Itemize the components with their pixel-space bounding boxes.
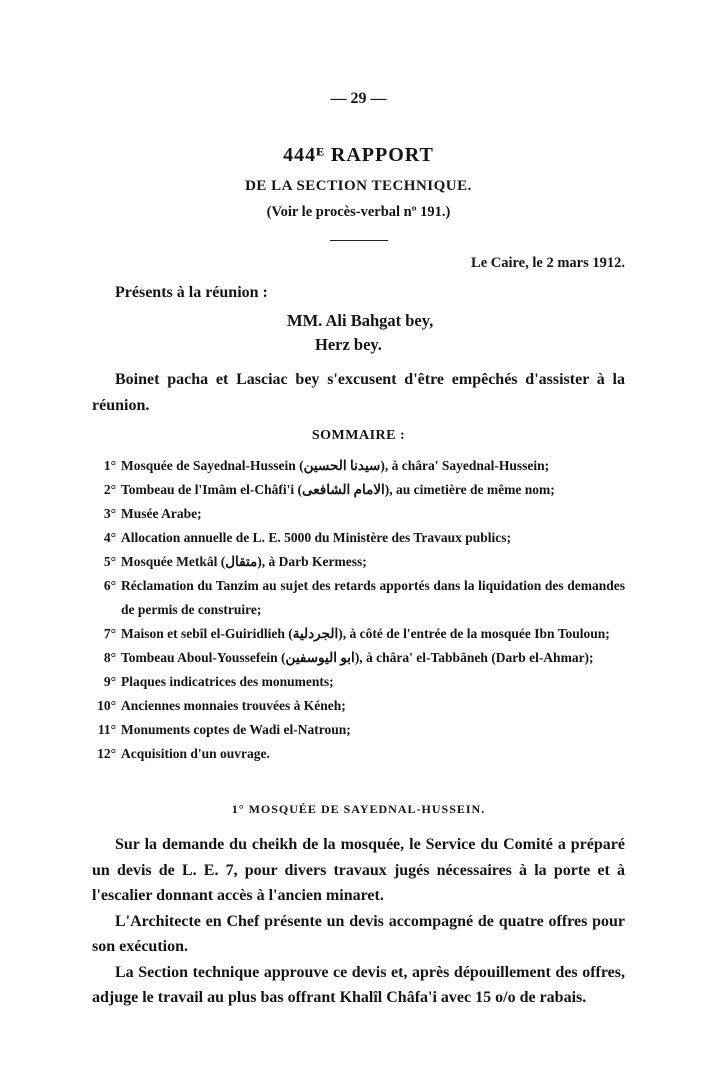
attendee: MM. Ali Bahgat bey, [287, 311, 434, 330]
summary-item-text: Maison et sebîl el-Guiridlieh (الجردلية), à côté de l'entrée de la mosquée Ibn Touloun; [121, 626, 610, 641]
summary-item-text: Anciennes monnaies trouvées à Kéneh; [121, 698, 346, 713]
summary-item-number: 10° [97, 698, 116, 713]
attendees-label: Présents à la réunion : [115, 284, 268, 301]
summary-item-text: Réclamation du Tanzim au sujet des retards apportés dans la liquidation des demandes de permis de construire; [121, 578, 625, 617]
summary-item-number: 8° [103, 650, 116, 665]
summary-item-text: Acquisition d'un ouvrage. [121, 746, 270, 761]
document-page [92, 0, 625, 1051]
summary-item [92, 454, 625, 478]
summary-item-text: Tombeau de l'Imâm el-Châfi'i (الامام الشافعى), au cimetière de même nom; [121, 482, 555, 497]
attendee: Herz bey. [315, 335, 382, 354]
paragraph: La Section technique approuve ce devis et, après dépouillement des offres, adjuge le travail au plus bas offrant Khalîl Châfa'i avec 15 o/o de rabais. [92, 963, 625, 1006]
summary-item-text: Tombeau Aboul-Youssefein (ابو اليوسفين), à châra' el-Tabbâneh (Darb el-Ahmar); [121, 650, 594, 665]
summary-item [92, 622, 625, 646]
summary-item [92, 718, 625, 742]
summary-item-number: 7° [103, 626, 116, 641]
summary-item-text: Musée Arabe; [121, 506, 202, 521]
summary-item [92, 502, 625, 526]
summary-item [92, 694, 625, 718]
summary-item-number: 12° [97, 746, 116, 761]
summary-item-number: 9° [103, 674, 116, 689]
summary-item-text: Plaques indicatrices des monuments; [121, 674, 334, 689]
excused-paragraph: Boinet pacha et Lasciac bey s'excusent d'être empêchés d'assister à la réunion. [92, 371, 625, 414]
page-number: — 29 — [330, 90, 387, 107]
summary-item [92, 574, 625, 622]
summary-item-number: 1° [103, 458, 116, 473]
report-title: 444ᴱ RAPPORT [283, 144, 434, 166]
summary-item [92, 646, 625, 670]
report-subtitle: DE LA SECTION TECHNIQUE. [245, 178, 472, 194]
summary-item [92, 550, 625, 574]
summary-item [92, 526, 625, 550]
summary-item-number: 5° [103, 554, 116, 569]
paragraph: L'Architecte en Chef présente un devis accompagné de quatre offres pour son exécution. [92, 912, 625, 955]
summary-item-number: 6° [103, 578, 116, 593]
paragraph: Sur la demande du cheikh de la mosquée, le Service du Comité a préparé un devis de L. E. 7, pour divers travaux jugés nécessaires à la porte et à l'escalier donnant accès à l'ancien minaret. [92, 836, 625, 904]
summary-item-text: Mosquée de Sayednal-Hussein (سيدنا الحسين), à châra' Sayednal-Hussein; [121, 458, 550, 473]
summary-item-text: Allocation annuelle de L. E. 5000 du Ministère des Travaux publics; [121, 530, 512, 545]
section-heading: 1° MOSQUÉE DE SAYEDNAL-HUSSEIN. [231, 802, 486, 816]
summary-item-text: Mosquée Metkâl (متقال), à Darb Kermess; [121, 554, 367, 569]
summary-item-number: 2° [103, 482, 116, 497]
summary-item [92, 670, 625, 694]
summary-item [92, 742, 625, 766]
summary-item [92, 478, 625, 502]
divider [330, 240, 388, 241]
summary-item-number: 4° [103, 530, 116, 545]
summary-list [92, 454, 625, 766]
section-body [92, 832, 625, 1011]
summary-item-number: 11° [97, 722, 116, 737]
summary-heading: SOMMAIRE : [311, 428, 406, 443]
minutes-reference: (Voir le procès-verbal nº 191.) [266, 204, 451, 220]
summary-item-number: 3° [103, 506, 116, 521]
summary-item-text: Monuments coptes de Wadi el-Natroun; [121, 722, 351, 737]
meeting-date: Le Caire, le 2 mars 1912. [471, 255, 625, 271]
